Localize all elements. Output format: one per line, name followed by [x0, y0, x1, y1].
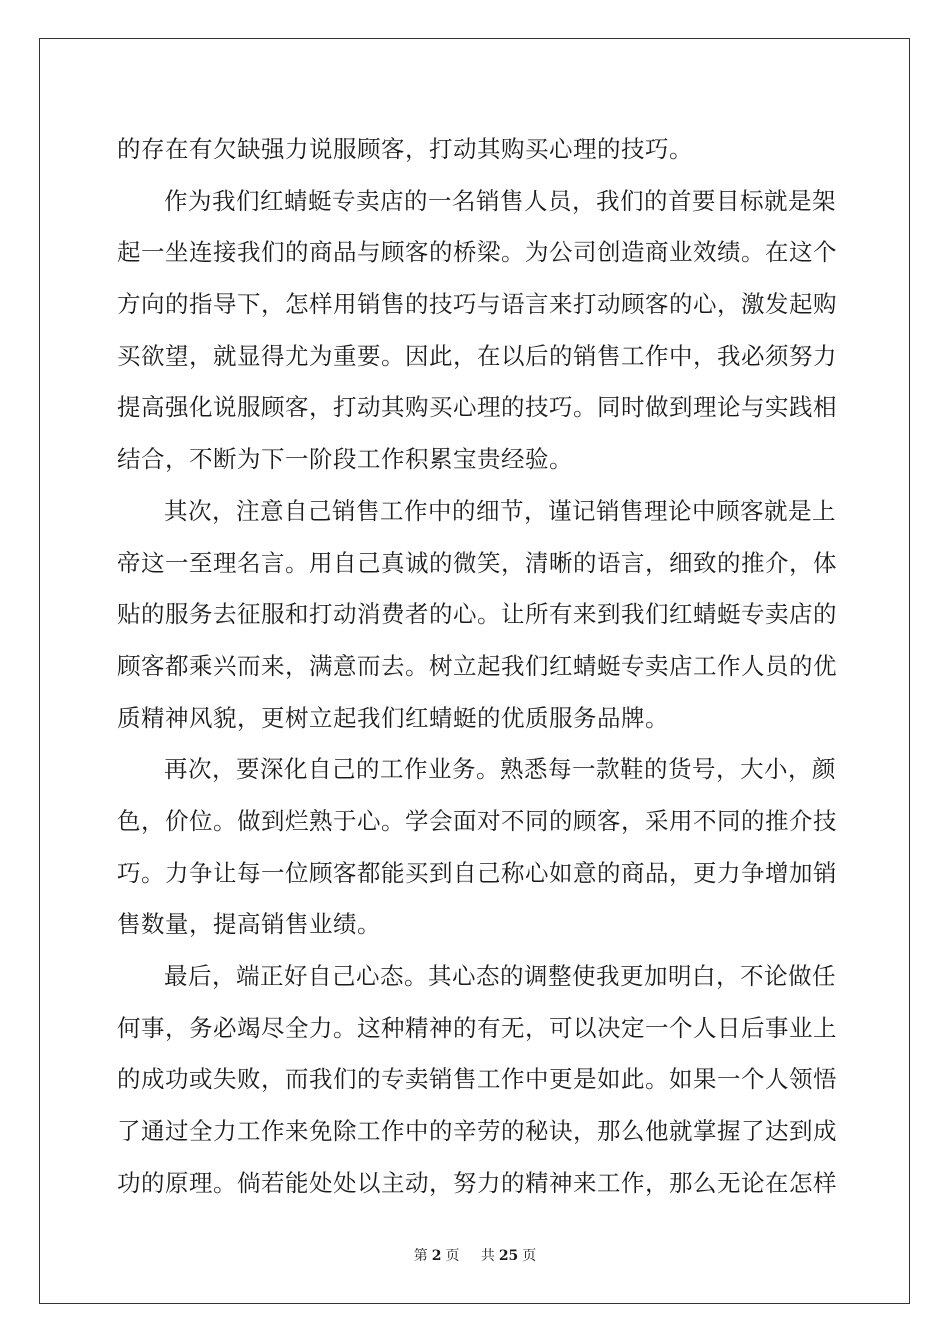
text-line: 结合，不断为下一阶段工作积累宝贵经验。 — [117, 445, 573, 474]
total-page-count: 25 — [498, 1248, 519, 1264]
text-line: 最后，端正好自己心态。其心态的调整使我更加明白，不论做任 — [164, 962, 836, 990]
text-line: 了通过全力工作来免除工作中的辛劳的秘诀，那么他就掌握了达到成 — [117, 1117, 837, 1146]
text-line: 的成功或失败，而我们的专卖销售工作中更是如此。如果一个人领悟 — [117, 1065, 837, 1094]
text-line: 买欲望，就显得尤为重要。因此，在以后的销售工作中，我必须努力 — [117, 341, 837, 370]
text-line: 起一坐连接我们的商品与顾客的桥梁。为公司创造商业效绩。在这个 — [117, 238, 837, 267]
footer-page-indicator — [412, 1248, 462, 1264]
text-line: 功的原理。倘若能处处以主动，努力的精神来工作，那么无论在怎样 — [117, 1168, 837, 1197]
page-suffix: 页 — [445, 1248, 460, 1264]
total-prefix: 共 — [480, 1248, 495, 1264]
current-page-number: 2 — [431, 1248, 442, 1264]
text-line: 方向的指导下，怎样用销售的技巧与语言来打动顾客的心，激发起购 — [117, 290, 837, 319]
text-line: 贴的服务去征服和打动消费者的心。让所有来到我们红蜻蜓专卖店的 — [117, 600, 837, 629]
document-body — [117, 124, 837, 1209]
text-line: 再次，要深化自己的工作业务。熟悉每一款鞋的货号，大小，颜 — [164, 755, 836, 784]
page-prefix: 第 — [413, 1248, 428, 1264]
text-line: 帝这一至理名言。用自己真诚的微笑，清晰的语言，细致的推介，体 — [117, 548, 837, 577]
text-line: 质精神风貌，更树立起我们红蜻蜓的优质服务品牌。 — [117, 703, 669, 732]
text-line: 作为我们红蜻蜓专卖店的一名销售人员，我们的首要目标就是架 — [164, 186, 836, 215]
text-line: 提高强化说服顾客，打动其购买心理的技巧。同时做到理论与实践相 — [117, 393, 837, 422]
total-suffix: 页 — [522, 1248, 537, 1264]
text-line: 色，价位。做到烂熟于心。学会面对不同的顾客，采用不同的推介技 — [117, 806, 837, 835]
text-line: 顾客都乘兴而来，满意而去。树立起我们红蜻蜓专卖店工作人员的优 — [117, 651, 837, 680]
footer-total-indicator — [479, 1248, 538, 1264]
page-footer — [0, 1245, 950, 1265]
text-line: 巧。力争让每一位顾客都能买到自己称心如意的商品，更力争增加销 — [117, 858, 837, 887]
text-line: 的存在有欠缺强力说服顾客，打动其购买心理的技巧。 — [117, 135, 693, 163]
text-line: 其次，注意自己销售工作中的细节，谨记销售理论中顾客就是上 — [164, 496, 836, 525]
text-line: 何事，务必竭尽全力。这种精神的有无，可以决定一个人日后事业上 — [117, 1013, 837, 1042]
text-line: 售数量，提高销售业绩。 — [117, 910, 381, 939]
